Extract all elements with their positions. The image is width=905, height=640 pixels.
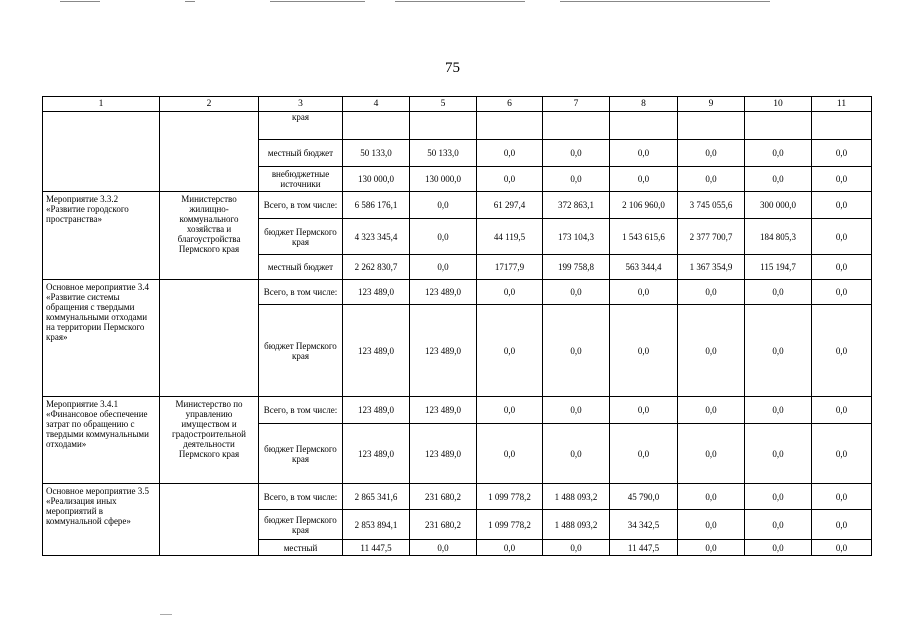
header-cell: 9 <box>678 97 745 112</box>
amount-cell: 0,0 <box>477 424 543 484</box>
amount-cell: 123 489,0 <box>343 424 410 484</box>
amount-cell: 0,0 <box>812 219 872 255</box>
amount-cell: 173 104,3 <box>543 219 610 255</box>
amount-cell: 34 342,5 <box>610 510 678 540</box>
amount-cell: 0,0 <box>678 484 745 510</box>
funding-source-cell: Всего, в том числе: <box>259 192 343 219</box>
header-row <box>43 97 872 112</box>
amount-cell: 0,0 <box>812 540 872 556</box>
amount-cell: 1 099 778,2 <box>477 484 543 510</box>
amount-cell: 0,0 <box>812 167 872 192</box>
amount-cell: 0,0 <box>812 484 872 510</box>
header-cell: 3 <box>259 97 343 112</box>
amount-cell <box>678 112 745 140</box>
measure-name-cell: Основное мероприятие 3.4 «Развитие системы обращения с твердыми коммунальными отходами на территории Пермского края» <box>43 280 160 397</box>
header-cell: 11 <box>812 97 872 112</box>
amount-cell: 0,0 <box>812 280 872 305</box>
amount-cell: 231 680,2 <box>410 510 477 540</box>
amount-cell: 0,0 <box>477 305 543 397</box>
amount-cell <box>812 112 872 140</box>
amount-cell: 44 119,5 <box>477 219 543 255</box>
funding-source-cell: бюджет Пермского края <box>259 219 343 255</box>
ministry-cell: Министерство по управлению имуществом и градостроительной деятельности Пермского края <box>160 397 259 484</box>
amount-cell: 0,0 <box>745 305 812 397</box>
ministry-cell <box>160 484 259 556</box>
amount-cell: 0,0 <box>543 424 610 484</box>
amount-cell: 11 447,5 <box>610 540 678 556</box>
amount-cell <box>543 112 610 140</box>
amount-cell: 115 194,7 <box>745 255 812 280</box>
amount-cell: 6 586 176,1 <box>343 192 410 219</box>
amount-cell: 0,0 <box>543 540 610 556</box>
header-cell: 5 <box>410 97 477 112</box>
amount-cell: 0,0 <box>410 192 477 219</box>
amount-cell: 0,0 <box>678 305 745 397</box>
ministry-cell: Министерство жилищно-коммунального хозяйства и благоустройства Пермского края <box>160 192 259 280</box>
header-cell: 2 <box>160 97 259 112</box>
amount-cell: 0,0 <box>477 540 543 556</box>
header-cell: 8 <box>610 97 678 112</box>
amount-cell: 0,0 <box>745 484 812 510</box>
amount-cell: 0,0 <box>678 510 745 540</box>
amount-cell: 130 000,0 <box>343 167 410 192</box>
amount-cell: 0,0 <box>410 255 477 280</box>
amount-cell: 123 489,0 <box>343 280 410 305</box>
funding-source-cell: местный <box>259 540 343 556</box>
amount-cell: 0,0 <box>745 280 812 305</box>
table-row <box>43 192 872 219</box>
amount-cell: 1 488 093,2 <box>543 484 610 510</box>
amount-cell: 0,0 <box>812 510 872 540</box>
amount-cell: 199 758,8 <box>543 255 610 280</box>
amount-cell: 0,0 <box>678 167 745 192</box>
amount-cell: 0,0 <box>543 397 610 424</box>
amount-cell: 123 489,0 <box>410 397 477 424</box>
funding-source-cell: Всего, в том числе: <box>259 280 343 305</box>
amount-cell: 0,0 <box>812 424 872 484</box>
amount-cell: 0,0 <box>745 510 812 540</box>
amount-cell: 2 853 894,1 <box>343 510 410 540</box>
amount-cell: 0,0 <box>610 140 678 167</box>
table-row <box>43 484 872 510</box>
amount-cell: 0,0 <box>477 167 543 192</box>
measure-name-cell: Мероприятие 3.4.1 «Финансовое обеспечение затрат по обращению с твердыми коммунальными отходами» <box>43 397 160 484</box>
amount-cell: 0,0 <box>610 305 678 397</box>
amount-cell: 2 377 700,7 <box>678 219 745 255</box>
funding-source-cell: местный бюджет <box>259 140 343 167</box>
amount-cell: 123 489,0 <box>410 280 477 305</box>
funding-source-cell: местный бюджет <box>259 255 343 280</box>
ministry-cell <box>160 112 259 192</box>
amount-cell: 2 865 341,6 <box>343 484 410 510</box>
amount-cell: 0,0 <box>410 219 477 255</box>
amount-cell <box>410 112 477 140</box>
amount-cell: 0,0 <box>678 280 745 305</box>
amount-cell: 184 805,3 <box>745 219 812 255</box>
amount-cell: 123 489,0 <box>410 424 477 484</box>
amount-cell: 0,0 <box>678 540 745 556</box>
amount-cell: 123 489,0 <box>410 305 477 397</box>
amount-cell: 2 106 960,0 <box>610 192 678 219</box>
table-body <box>43 97 872 556</box>
amount-cell <box>343 112 410 140</box>
amount-cell: 0,0 <box>610 397 678 424</box>
amount-cell: 0,0 <box>610 167 678 192</box>
amount-cell: 0,0 <box>745 424 812 484</box>
amount-cell: 123 489,0 <box>343 305 410 397</box>
amount-cell: 0,0 <box>678 397 745 424</box>
funding-source-cell: бюджет Пермского края <box>259 510 343 540</box>
amount-cell: 563 344,4 <box>610 255 678 280</box>
amount-cell: 0,0 <box>678 424 745 484</box>
amount-cell <box>610 112 678 140</box>
amount-cell: 50 133,0 <box>410 140 477 167</box>
top-edge-marks <box>0 0 905 4</box>
ministry-cell <box>160 280 259 397</box>
amount-cell: 1 543 615,6 <box>610 219 678 255</box>
amount-cell: 231 680,2 <box>410 484 477 510</box>
budget-table <box>42 96 872 556</box>
funding-source-cell: края <box>259 112 343 140</box>
bottom-mark <box>160 614 172 615</box>
amount-cell: 0,0 <box>410 540 477 556</box>
funding-source-cell: бюджет Пермского края <box>259 424 343 484</box>
amount-cell: 1 099 778,2 <box>477 510 543 540</box>
amount-cell <box>477 112 543 140</box>
amount-cell: 0,0 <box>812 140 872 167</box>
amount-cell <box>745 112 812 140</box>
amount-cell: 1 488 093,2 <box>543 510 610 540</box>
amount-cell: 4 323 345,4 <box>343 219 410 255</box>
amount-cell: 0,0 <box>812 305 872 397</box>
amount-cell: 0,0 <box>745 397 812 424</box>
header-cell: 1 <box>43 97 160 112</box>
measure-name-cell: Основное мероприятие 3.5 «Реализация иных мероприятий в коммунальной сфере» <box>43 484 160 556</box>
page-number: 75 <box>445 60 460 76</box>
amount-cell: 0,0 <box>610 424 678 484</box>
measure-name-cell: Мероприятие 3.3.2 «Развитие городского пространства» <box>43 192 160 280</box>
funding-source-cell: бюджет Пермского края <box>259 305 343 397</box>
funding-source-cell: Всего, в том числе: <box>259 484 343 510</box>
amount-cell: 0,0 <box>745 540 812 556</box>
amount-cell: 2 262 830,7 <box>343 255 410 280</box>
amount-cell: 130 000,0 <box>410 167 477 192</box>
amount-cell: 0,0 <box>812 397 872 424</box>
amount-cell: 0,0 <box>812 192 872 219</box>
amount-cell: 0,0 <box>477 280 543 305</box>
measure-name-cell <box>43 112 160 192</box>
amount-cell: 372 863,1 <box>543 192 610 219</box>
amount-cell: 0,0 <box>745 167 812 192</box>
amount-cell: 11 447,5 <box>343 540 410 556</box>
table-row <box>43 112 872 140</box>
amount-cell: 0,0 <box>812 255 872 280</box>
amount-cell: 0,0 <box>477 397 543 424</box>
amount-cell: 0,0 <box>543 305 610 397</box>
amount-cell: 17177,9 <box>477 255 543 280</box>
header-cell: 10 <box>745 97 812 112</box>
amount-cell: 0,0 <box>610 280 678 305</box>
table-row <box>43 397 872 424</box>
amount-cell: 3 745 055,6 <box>678 192 745 219</box>
funding-source-cell: внебюджетные источники <box>259 167 343 192</box>
header-cell: 7 <box>543 97 610 112</box>
amount-cell: 0,0 <box>543 280 610 305</box>
amount-cell: 50 133,0 <box>343 140 410 167</box>
amount-cell: 0,0 <box>678 140 745 167</box>
amount-cell: 300 000,0 <box>745 192 812 219</box>
funding-source-cell: Всего, в том числе: <box>259 397 343 424</box>
header-cell: 6 <box>477 97 543 112</box>
amount-cell: 0,0 <box>745 140 812 167</box>
header-cell: 4 <box>343 97 410 112</box>
amount-cell: 0,0 <box>477 140 543 167</box>
amount-cell: 0,0 <box>543 140 610 167</box>
table-row <box>43 280 872 305</box>
amount-cell: 0,0 <box>543 167 610 192</box>
amount-cell: 45 790,0 <box>610 484 678 510</box>
amount-cell: 123 489,0 <box>343 397 410 424</box>
amount-cell: 61 297,4 <box>477 192 543 219</box>
amount-cell: 1 367 354,9 <box>678 255 745 280</box>
